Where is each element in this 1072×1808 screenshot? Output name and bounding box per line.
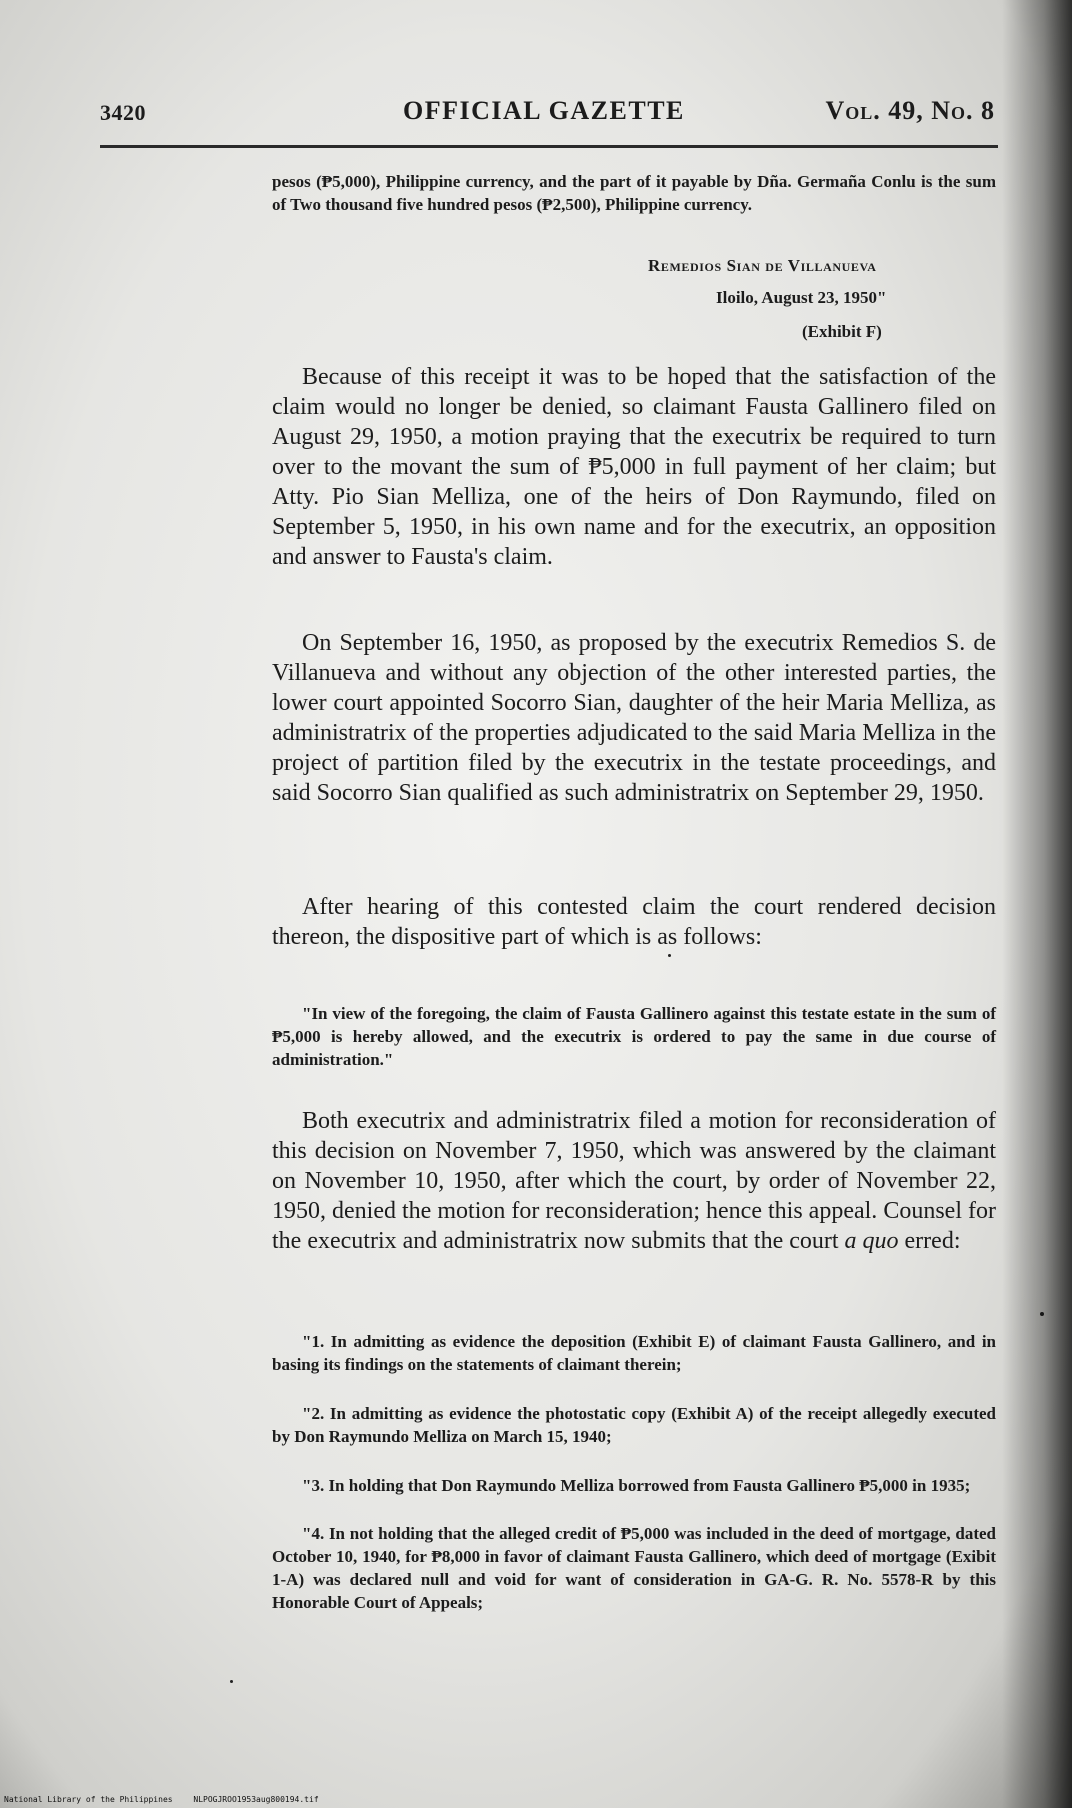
scan-speck xyxy=(230,1680,233,1683)
signature-place-date: Iloilo, August 23, 1950" xyxy=(716,288,887,307)
appeal-text-end: erred: xyxy=(898,1228,961,1254)
paragraph-receipt-motion: Because of this receipt it was to be hoped that the satisfaction of the claim would no longer be denied, so claimant Fausta Gallinero filed on August 29, 1950, a motion praying that the executrix be required to turn over to the movant the sum of ₱5,000 in full payment of her claim; but Atty. Pio Sian Melliza, one of the heirs of Don Raymundo, filed on September 5, 1950, in his own name and for the executrix, an opposition and answer to Fausta's claim. xyxy=(272,364,996,570)
exhibit-label: (Exhibit F) xyxy=(802,322,882,341)
paragraph-decision-intro: After hearing of this contested claim the court rendered decision thereon, the dispositive part of which is as follows: xyxy=(272,894,996,950)
error-item: "3. In holding that Don Raymundo Melliza borrowed from Fausta Gallinero ₱5,000 in 1935; xyxy=(302,1476,971,1495)
appeal-text: Both executrix and administratrix filed a motion for reconsideration of this decision on November 7, 1950, which was answered by the claimant on November 10, 1950, after which the court, by order of November 22, 1950, denied the motion for reconsideration; hence this appeal. Counsel for the executrix and administratrix now submits that the court xyxy=(272,1108,996,1254)
volume-number: Vol. 49, No. 8 xyxy=(825,96,995,125)
paragraph-administratrix: On September 16, 1950, as proposed by the executrix Remedios S. de Villanueva and without any objection of the other interested parties, the lower court appointed Socorro Sian, daughter of the heir Maria Melliza, as administratrix of the properties adjudicated to the said Maria Melliza in the project of partition filed by the executrix in the testate proceedings, and said Socorro Sian qualified as such administratrix on September 29, 1950. xyxy=(272,630,996,806)
library-credit: National Library of the Philippines xyxy=(4,1795,173,1804)
scan-edge-shadow xyxy=(1002,0,1072,1808)
scan-file-id: NLPOGJROO1953aug800194.tif xyxy=(193,1795,319,1804)
error-item: "4. In not holding that the alleged credit of ₱5,000 was included in the deed of mortgage, dated October 10, 1940, for ₱8,000 in favor of claimant Fausta Gallinero, which deed of mortgage (Exibit 1-A) was declared null and void for want of consideration in GA-G. R. No. 5578-R by this Honorable Court of Appeals; xyxy=(272,1524,996,1612)
paragraph-appeal xyxy=(272,1106,996,1256)
error-item: "2. In admitting as evidence the photostatic copy (Exhibit A) of the receipt allegedly executed by Don Raymundo Melliza on March 15, 1940; xyxy=(272,1404,996,1446)
scan-speck xyxy=(668,954,671,957)
scan-footer xyxy=(4,1795,335,1804)
italic-a-quo: a quo xyxy=(844,1228,899,1254)
signatory-name: Remedios Sian de Villanueva xyxy=(648,256,877,275)
receipt-continuation: pesos (₱5,000), Philippine currency, and the part of it payable by Dña. Germaña Conlu is the sum of Two thousand five hundred pesos (₱2,500), Philippine currency. xyxy=(272,172,996,214)
quoted-decision: "In view of the foregoing, the claim of Fausta Gallinero against this testate estate in the sum of ₱5,000 is hereby allowed, and the executrix is ordered to pay the same in due course of administration." xyxy=(272,1004,996,1069)
publication-title: OFFICIAL GAZETTE xyxy=(403,96,685,125)
page-header xyxy=(100,96,995,136)
header-rule xyxy=(100,145,998,148)
scan-speck xyxy=(1040,1312,1044,1316)
page-number: 3420 xyxy=(100,100,146,125)
error-item: "1. In admitting as evidence the deposition (Exhibit E) of claimant Fausta Gallinero, and in basing its findings on the statements of claimant therein; xyxy=(272,1332,996,1374)
